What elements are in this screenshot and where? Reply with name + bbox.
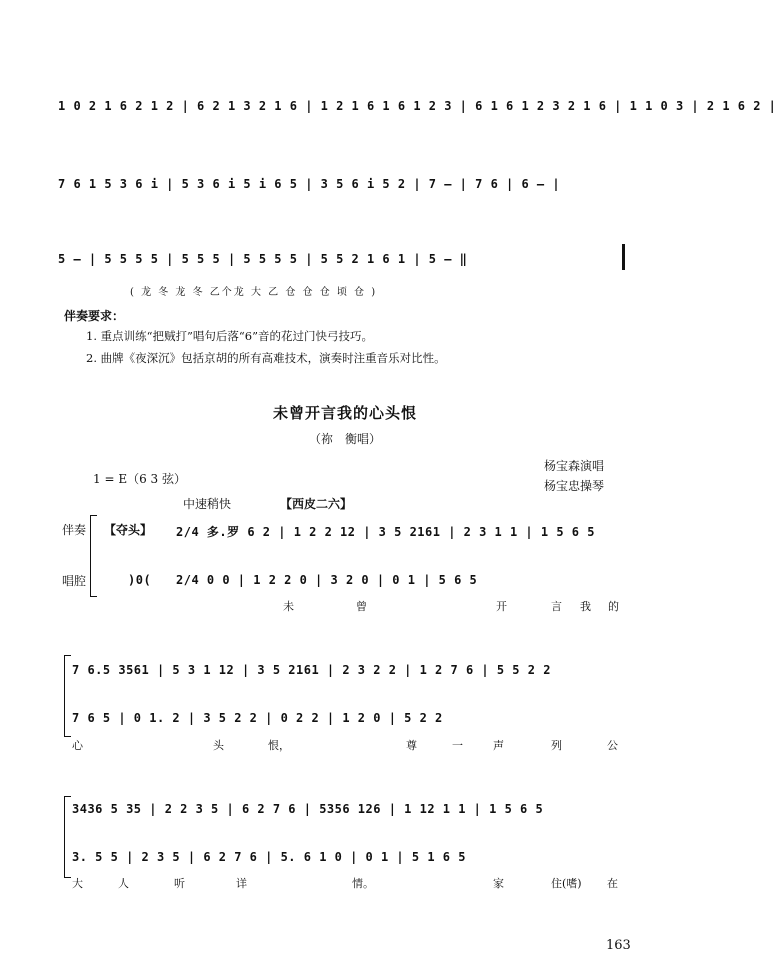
lyric: 曾 (356, 600, 367, 613)
lyric: 在 (607, 877, 618, 890)
voice-line-1: 2/4 0 0 | 1 2 2 0 | 3 2 0 | 0 1 | 5 6 5 (176, 573, 478, 587)
performer-singer: 杨宝森演唱 (544, 459, 605, 473)
lyric: 声 (493, 739, 504, 752)
lyric: 公 (607, 739, 618, 752)
accompaniment-line-2: 7 6.5 3561 | 5 3 1 12 | 3 5 2161 | 2 3 2 2 | 1 2 7 6 | 5 5 2 2 (72, 663, 551, 677)
lyric: 列 (551, 739, 562, 752)
percussion-syllables: ( 龙 冬 龙 冬 乙个龙 大 乙 仓 仓 仓 顷 仓 ) (130, 287, 378, 298)
notes-heading: 伴奏要求： (64, 309, 125, 323)
lyric: 恨， (268, 739, 290, 752)
lyric: 听 (174, 877, 185, 890)
lyric: 未 (283, 600, 294, 613)
key-signature: 1 = E（6 3 弦） (93, 472, 186, 486)
notes-item-1: 1. 重点训练“把贼打”唱句后落“6”音的花过门快弓技巧。 (86, 329, 373, 343)
lyric: 家 (493, 877, 504, 890)
lyric: 人 (118, 877, 129, 890)
mode-marking: 【西皮二六】 (280, 497, 353, 511)
lyric: 一 (452, 739, 463, 752)
system-bracket (64, 655, 71, 737)
lyric: 住(嗜) (551, 877, 582, 890)
lyric: 大 (72, 877, 83, 890)
voice-prefix: )0( (128, 573, 152, 587)
lyric: 心 (72, 739, 83, 752)
lyric: 的 (608, 600, 619, 613)
lyric: 开 (496, 600, 507, 613)
voice-line-3: 3. 5 5 | 2 3 5 | 6 2 7 6 | 5. 6 1 0 | 0 1 | 5 1 6 5 (72, 850, 466, 864)
part-label-accompaniment: 伴奏 (62, 523, 87, 537)
part-label-voice: 唱腔 (62, 574, 87, 588)
lyric: 我 (580, 600, 591, 613)
system-bracket (90, 515, 97, 597)
lyric: 头 (213, 739, 224, 752)
voice-line-2: 7 6 5 | 0 1. 2 | 3 5 2 2 | 0 2 2 | 1 2 0 | 5 2 2 (72, 711, 443, 725)
accompaniment-line-3: 3436 5 35 | 2 2 3 5 | 6 2 7 6 | 5356 126 | 1 12 1 1 | 1 5 6 5 (72, 802, 544, 816)
lyric: 情。 (352, 877, 374, 890)
lyric: 言 (551, 600, 562, 613)
tempo-marking: 中速稍快 (183, 497, 232, 511)
page-subtitle: （祢 衡唱） (308, 432, 381, 446)
page-title: 未曾开言我的心头恨 (272, 404, 417, 422)
performer-huqin: 杨宝忠操琴 (544, 479, 605, 493)
score-row-3: 5 – | 5 5 5 5 | 5 5 5 | 5 5 5 5 | 5 5 2 1 6 1 | 5 – ‖ (58, 252, 468, 266)
lyric: 详 (236, 877, 247, 890)
lyric: 尊 (406, 739, 417, 752)
final-barline (622, 244, 625, 270)
page-number: 163 (606, 938, 631, 953)
accompaniment-line-1: 2/4 多.罗 6 2 | 1 2 2 12 | 3 5 2161 | 2 3 1 1 | 1 5 6 5 (176, 525, 595, 539)
system-bracket (64, 796, 71, 878)
notes-item-2: 2. 曲牌《夜深沉》包括京胡的所有高难技术，演奏时注重音乐对比性。 (86, 351, 446, 365)
score-row-2: 7 6 1 5 3 6 i | 5 3 6 i 5 i 6 5 | 3 5 6 i 5 2 | 7 – | 7 6 | 6 – | (58, 177, 561, 191)
intro-label: 【夺头】 (104, 523, 153, 537)
score-row-1: 1 0 2 1 6 2 1 2 | 6 2 1 3 2 1 6 | 1 2 1 6 1 6 1 2 3 | 6 1 6 1 2 3 2 1 6 | 1 1 0 3 | 2 1 6 2 | (58, 99, 776, 113)
